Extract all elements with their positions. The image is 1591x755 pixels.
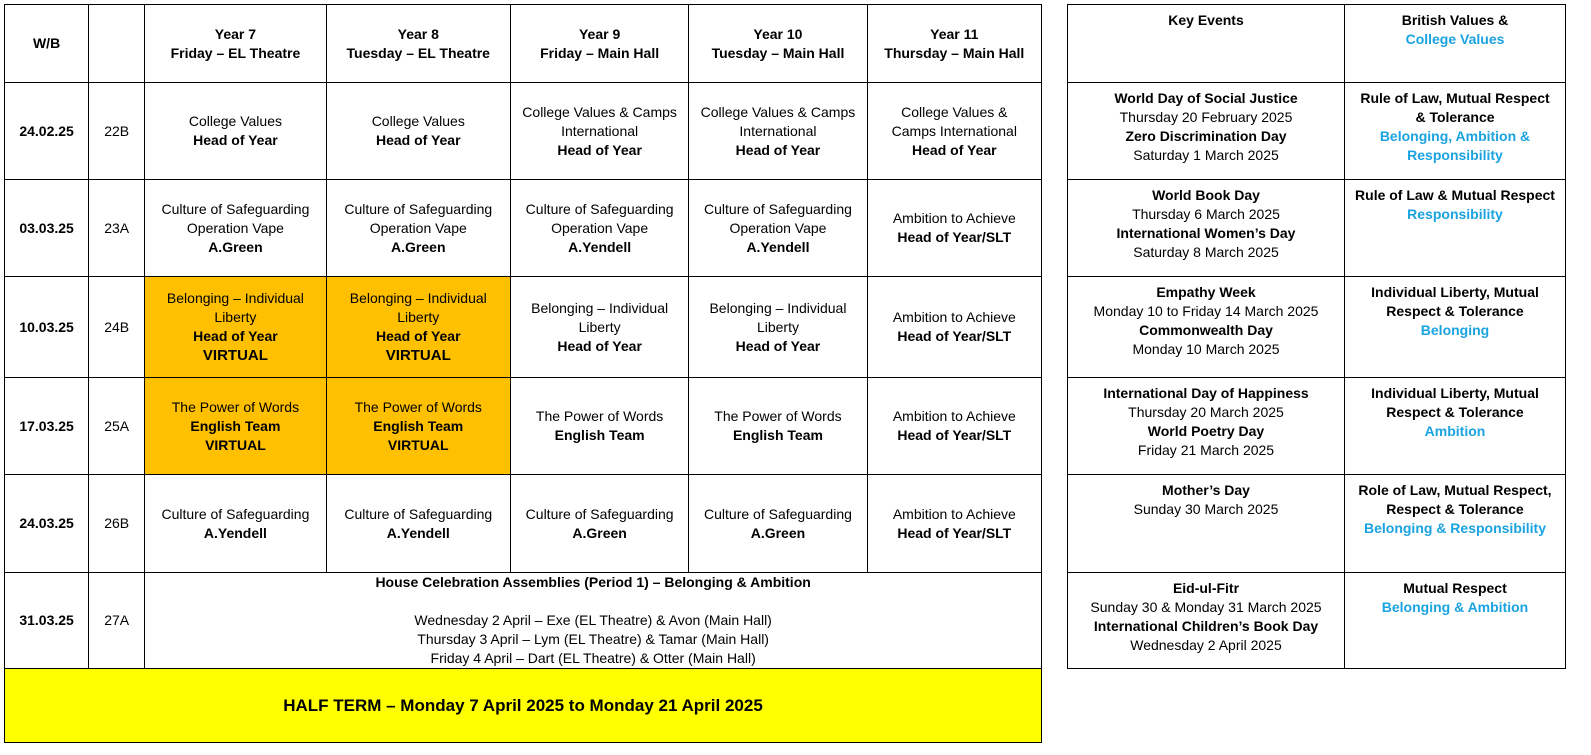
assembly-schedule-table — [4, 4, 1042, 743]
assembly-cell — [510, 83, 688, 180]
venue-label: Friday – Main Hall — [540, 44, 660, 61]
event-title: Zero Discrimination Day — [1125, 128, 1287, 144]
college-value: Belonging & Ambition — [1381, 599, 1529, 615]
assembly-lead: Head of Year — [375, 132, 461, 148]
venue-label: Thursday – Main Hall — [884, 44, 1025, 61]
assembly-lead: A.Green — [208, 238, 263, 255]
assembly-topic: The Power of Words — [171, 398, 300, 415]
event-date: Saturday 8 March 2025 — [1133, 244, 1279, 260]
assembly-cell — [510, 378, 688, 475]
key-events-cell — [1068, 475, 1345, 573]
week-code-cell: 26B — [89, 475, 145, 573]
key-event-row — [1068, 277, 1566, 378]
college-value: Ambition — [1424, 423, 1486, 439]
event-title: Eid-ul-Fitr — [1172, 580, 1240, 596]
key-events-table — [1067, 4, 1566, 669]
event-title: Empathy Week — [1156, 284, 1256, 300]
event-date: Wednesday 2 April 2025 — [1130, 637, 1282, 653]
event-title: World Book Day — [1152, 187, 1260, 203]
venue-label: Tuesday – EL Theatre — [346, 44, 490, 61]
british-values-header: British Values & — [1401, 12, 1509, 28]
week-beginning-cell: 03.03.25 — [5, 180, 89, 277]
assembly-cell — [510, 475, 688, 573]
schedule-row — [5, 277, 1042, 378]
assembly-topic: Belonging – Individual — [531, 299, 669, 316]
event-date: Sunday 30 & Monday 31 March 2025 — [1090, 599, 1322, 615]
assembly-lead: English Team — [190, 417, 281, 434]
british-value: & Tolerance — [1415, 109, 1495, 125]
assembly-cell — [689, 475, 867, 573]
british-value: Role of Law, Mutual Respect, — [1358, 482, 1552, 498]
british-value: Individual Liberty, Mutual — [1371, 385, 1539, 401]
schedule-row — [5, 378, 1042, 475]
british-value: Respect & Tolerance — [1386, 303, 1524, 319]
side-header-row — [1068, 5, 1566, 83]
event-title: World Poetry Day — [1147, 423, 1265, 439]
assembly-cell — [326, 277, 510, 378]
week-code-cell: 24B — [89, 277, 145, 378]
assembly-topic: The Power of Words — [535, 408, 664, 424]
house-row — [5, 573, 1042, 669]
college-value: Belonging & Responsibility — [1363, 520, 1546, 536]
assembly-topic: The Power of Words — [354, 398, 482, 415]
year-10-header — [689, 5, 867, 83]
assembly-topic: College Values & Camps — [522, 103, 677, 120]
house-title: House Celebration Assemblies (Period 1) – Belonging & Ambition — [375, 574, 811, 590]
year-9-header — [510, 5, 688, 83]
assembly-topic: Ambition to Achieve — [892, 408, 1016, 424]
assembly-topic: Culture of Safeguarding — [161, 200, 310, 217]
assembly-lead: Head of Year/SLT — [897, 524, 1012, 541]
assembly-lead: English Team — [373, 417, 464, 434]
week-code-cell: 27A — [89, 573, 145, 669]
assembly-cell — [867, 180, 1041, 277]
assembly-lead: Head of Year — [735, 141, 821, 158]
week-code-cell: 23A — [89, 180, 145, 277]
assembly-topic: Belonging – Individual — [166, 290, 304, 306]
week-beginning-cell: 24.02.25 — [5, 83, 89, 180]
assembly-cell — [867, 475, 1041, 573]
assembly-lead: Head of Year — [557, 337, 642, 354]
event-date: Friday 21 March 2025 — [1137, 442, 1275, 458]
half-term-banner: HALF TERM – Monday 7 April 2025 to Monday 21 April 2025 — [5, 669, 1042, 743]
assembly-lead: A.Green — [391, 238, 446, 255]
event-title: Commonwealth Day — [1139, 322, 1273, 338]
week-code-cell: 25A — [89, 378, 145, 475]
assembly-lead: Head of Year — [912, 141, 997, 158]
event-title: International Day of Happiness — [1103, 385, 1309, 401]
assembly-topic: The Power of Words — [714, 408, 842, 424]
assembly-topic: Culture of Safeguarding — [704, 200, 852, 217]
house-line: Wednesday 2 April – Exe (EL Theatre) & Avon (Main Hall) — [414, 612, 772, 628]
schedule-row — [5, 475, 1042, 573]
house-celebration-cell — [145, 573, 1042, 669]
assembly-cell — [145, 277, 326, 378]
college-value: Belonging — [1420, 322, 1490, 338]
event-title: International Women’s Day — [1116, 225, 1296, 241]
assembly-cell — [145, 378, 326, 475]
year-7-header — [145, 5, 326, 83]
values-cell — [1345, 475, 1566, 573]
assembly-topic: Liberty — [214, 309, 257, 325]
college-value: Belonging, Ambition & — [1379, 128, 1531, 144]
values-cell — [1345, 180, 1566, 277]
week-beginning-cell: 17.03.25 — [5, 378, 89, 475]
event-title: World Day of Social Justice — [1114, 90, 1298, 106]
assembly-lead: A.Yendell — [386, 524, 450, 541]
assembly-topic: Ambition to Achieve — [892, 505, 1016, 522]
values-header — [1345, 5, 1566, 83]
assembly-topic: Culture of Safeguarding — [525, 200, 674, 217]
year-11-header — [867, 5, 1041, 83]
key-events-cell — [1068, 83, 1345, 180]
assembly-cell — [510, 277, 688, 378]
assembly-topic: Ambition to Achieve — [892, 309, 1016, 325]
key-event-row — [1068, 180, 1566, 277]
schedule-row — [5, 83, 1042, 180]
virtual-label: VIRTUAL — [202, 347, 268, 364]
assembly-cell — [689, 180, 867, 277]
key-events-cell — [1068, 277, 1345, 378]
values-cell — [1345, 573, 1566, 669]
assembly-cell — [689, 83, 867, 180]
assembly-topic: Belonging – Individual — [349, 290, 487, 306]
key-event-row — [1068, 475, 1566, 573]
assembly-lead: Head of Year — [375, 328, 461, 344]
event-title: International Children’s Book Day — [1093, 618, 1319, 634]
assembly-topic: Operation Vape — [551, 219, 649, 236]
assembly-topic: Operation Vape — [729, 219, 827, 236]
house-line: Thursday 3 April – Lym (EL Theatre) & Tamar (Main Hall) — [417, 631, 769, 647]
week-header — [89, 5, 145, 83]
assembly-topic: Culture of Safeguarding — [344, 200, 493, 217]
year-label: Year 8 — [397, 25, 439, 42]
assembly-lead: Head of Year/SLT — [897, 427, 1012, 443]
year-label: Year 7 — [214, 25, 257, 42]
event-date: Monday 10 to Friday 14 March 2025 — [1093, 303, 1319, 319]
venue-label: Friday – EL Theatre — [170, 44, 301, 61]
british-value: Rule of Law, Mutual Respect — [1360, 90, 1550, 106]
college-value: Responsibility — [1407, 206, 1503, 222]
key-event-row — [1068, 573, 1566, 669]
assembly-topic: Culture of Safeguarding — [344, 505, 493, 522]
key-events-cell — [1068, 378, 1345, 475]
assembly-lead: Head of Year/SLT — [897, 229, 1012, 245]
wb-header: W/B — [5, 5, 89, 83]
assembly-cell — [510, 180, 688, 277]
assembly-lead: Head of Year — [193, 132, 278, 148]
event-date: Thursday 20 March 2025 — [1128, 404, 1284, 420]
assembly-cell — [867, 378, 1041, 475]
assembly-cell — [145, 475, 326, 573]
assembly-topic: Ambition to Achieve — [892, 210, 1016, 226]
assembly-topic: College Values — [188, 113, 282, 129]
schedule-row — [5, 180, 1042, 277]
assembly-lead: Head of Year — [193, 328, 278, 344]
event-date: Sunday 30 March 2025 — [1133, 501, 1279, 517]
assembly-topic: International — [739, 122, 817, 139]
year-label: Year 9 — [578, 25, 621, 42]
event-date: Monday 10 March 2025 — [1132, 341, 1280, 357]
assembly-topic: Culture of Safeguarding — [525, 505, 674, 522]
assembly-topic: International — [561, 122, 639, 139]
venue-label: Tuesday – Main Hall — [711, 44, 845, 61]
assembly-lead: Head of Year — [735, 337, 821, 354]
assembly-cell — [326, 180, 510, 277]
assembly-topic: Culture of Safeguarding — [704, 505, 852, 522]
assembly-lead: A.Green — [750, 524, 806, 541]
assembly-cell — [867, 83, 1041, 180]
week-beginning-cell: 31.03.25 — [5, 573, 89, 669]
assembly-topic: Camps International — [891, 122, 1017, 139]
year-label: Year 10 — [753, 25, 803, 42]
assembly-cell — [326, 475, 510, 573]
assembly-topic: Operation Vape — [186, 219, 284, 236]
british-value: Respect & Tolerance — [1386, 404, 1524, 420]
british-value: Individual Liberty, Mutual — [1371, 284, 1539, 300]
assembly-cell — [145, 83, 326, 180]
assembly-lead: A.Yendell — [203, 524, 267, 541]
assembly-topic: Liberty — [578, 318, 621, 335]
assembly-lead: A.Yendell — [746, 238, 810, 255]
values-cell — [1345, 277, 1566, 378]
week-beginning-cell: 24.03.25 — [5, 475, 89, 573]
british-value: Mutual Respect — [1403, 580, 1507, 596]
college-values-header: College Values — [1405, 31, 1505, 47]
key-event-row — [1068, 378, 1566, 475]
values-cell — [1345, 378, 1566, 475]
year-8-header — [326, 5, 510, 83]
virtual-label: VIRTUAL — [385, 347, 451, 364]
assembly-lead: English Team — [732, 427, 823, 443]
event-date: Thursday 20 February 2025 — [1119, 109, 1293, 125]
assembly-lead: A.Yendell — [568, 238, 632, 255]
assembly-topic: Belonging – Individual — [709, 299, 847, 316]
event-date: Thursday 6 March 2025 — [1132, 206, 1280, 222]
assembly-cell — [326, 83, 510, 180]
assembly-topic: Liberty — [397, 309, 440, 325]
week-code-cell: 22B — [89, 83, 145, 180]
assembly-topic: Liberty — [756, 318, 799, 335]
key-events-cell — [1068, 573, 1345, 669]
event-date: Saturday 1 March 2025 — [1133, 147, 1279, 163]
header-row — [5, 5, 1042, 83]
year-label: Year 11 — [930, 25, 979, 42]
event-title: Mother’s Day — [1162, 482, 1250, 498]
assembly-cell — [326, 378, 510, 475]
key-events-header: Key Events — [1068, 5, 1345, 83]
assembly-lead: English Team — [554, 427, 645, 443]
house-line: Friday 4 April – Dart (EL Theatre) & Otter (Main Hall) — [430, 650, 756, 666]
assembly-lead: Head of Year/SLT — [897, 328, 1012, 344]
british-value: Rule of Law & Mutual Respect — [1355, 187, 1555, 203]
assembly-lead: Head of Year — [557, 141, 642, 158]
assembly-lead: A.Green — [572, 524, 627, 541]
assembly-topic: Operation Vape — [369, 219, 467, 236]
assembly-cell — [145, 180, 326, 277]
virtual-label: VIRTUAL — [205, 436, 266, 453]
half-term-row — [5, 669, 1042, 743]
week-beginning-cell: 10.03.25 — [5, 277, 89, 378]
british-value: Respect & Tolerance — [1386, 501, 1524, 517]
college-value: Responsibility — [1407, 147, 1503, 163]
assembly-topic: College Values & — [901, 103, 1008, 120]
assembly-cell — [689, 378, 867, 475]
key-event-row — [1068, 83, 1566, 180]
assembly-cell — [867, 277, 1041, 378]
key-events-cell — [1068, 180, 1345, 277]
values-cell — [1345, 83, 1566, 180]
assembly-topic: College Values & Camps — [700, 103, 856, 120]
assembly-topic: Culture of Safeguarding — [161, 505, 310, 522]
assembly-cell — [689, 277, 867, 378]
assembly-topic: College Values — [371, 113, 465, 129]
virtual-label: VIRTUAL — [387, 436, 449, 453]
